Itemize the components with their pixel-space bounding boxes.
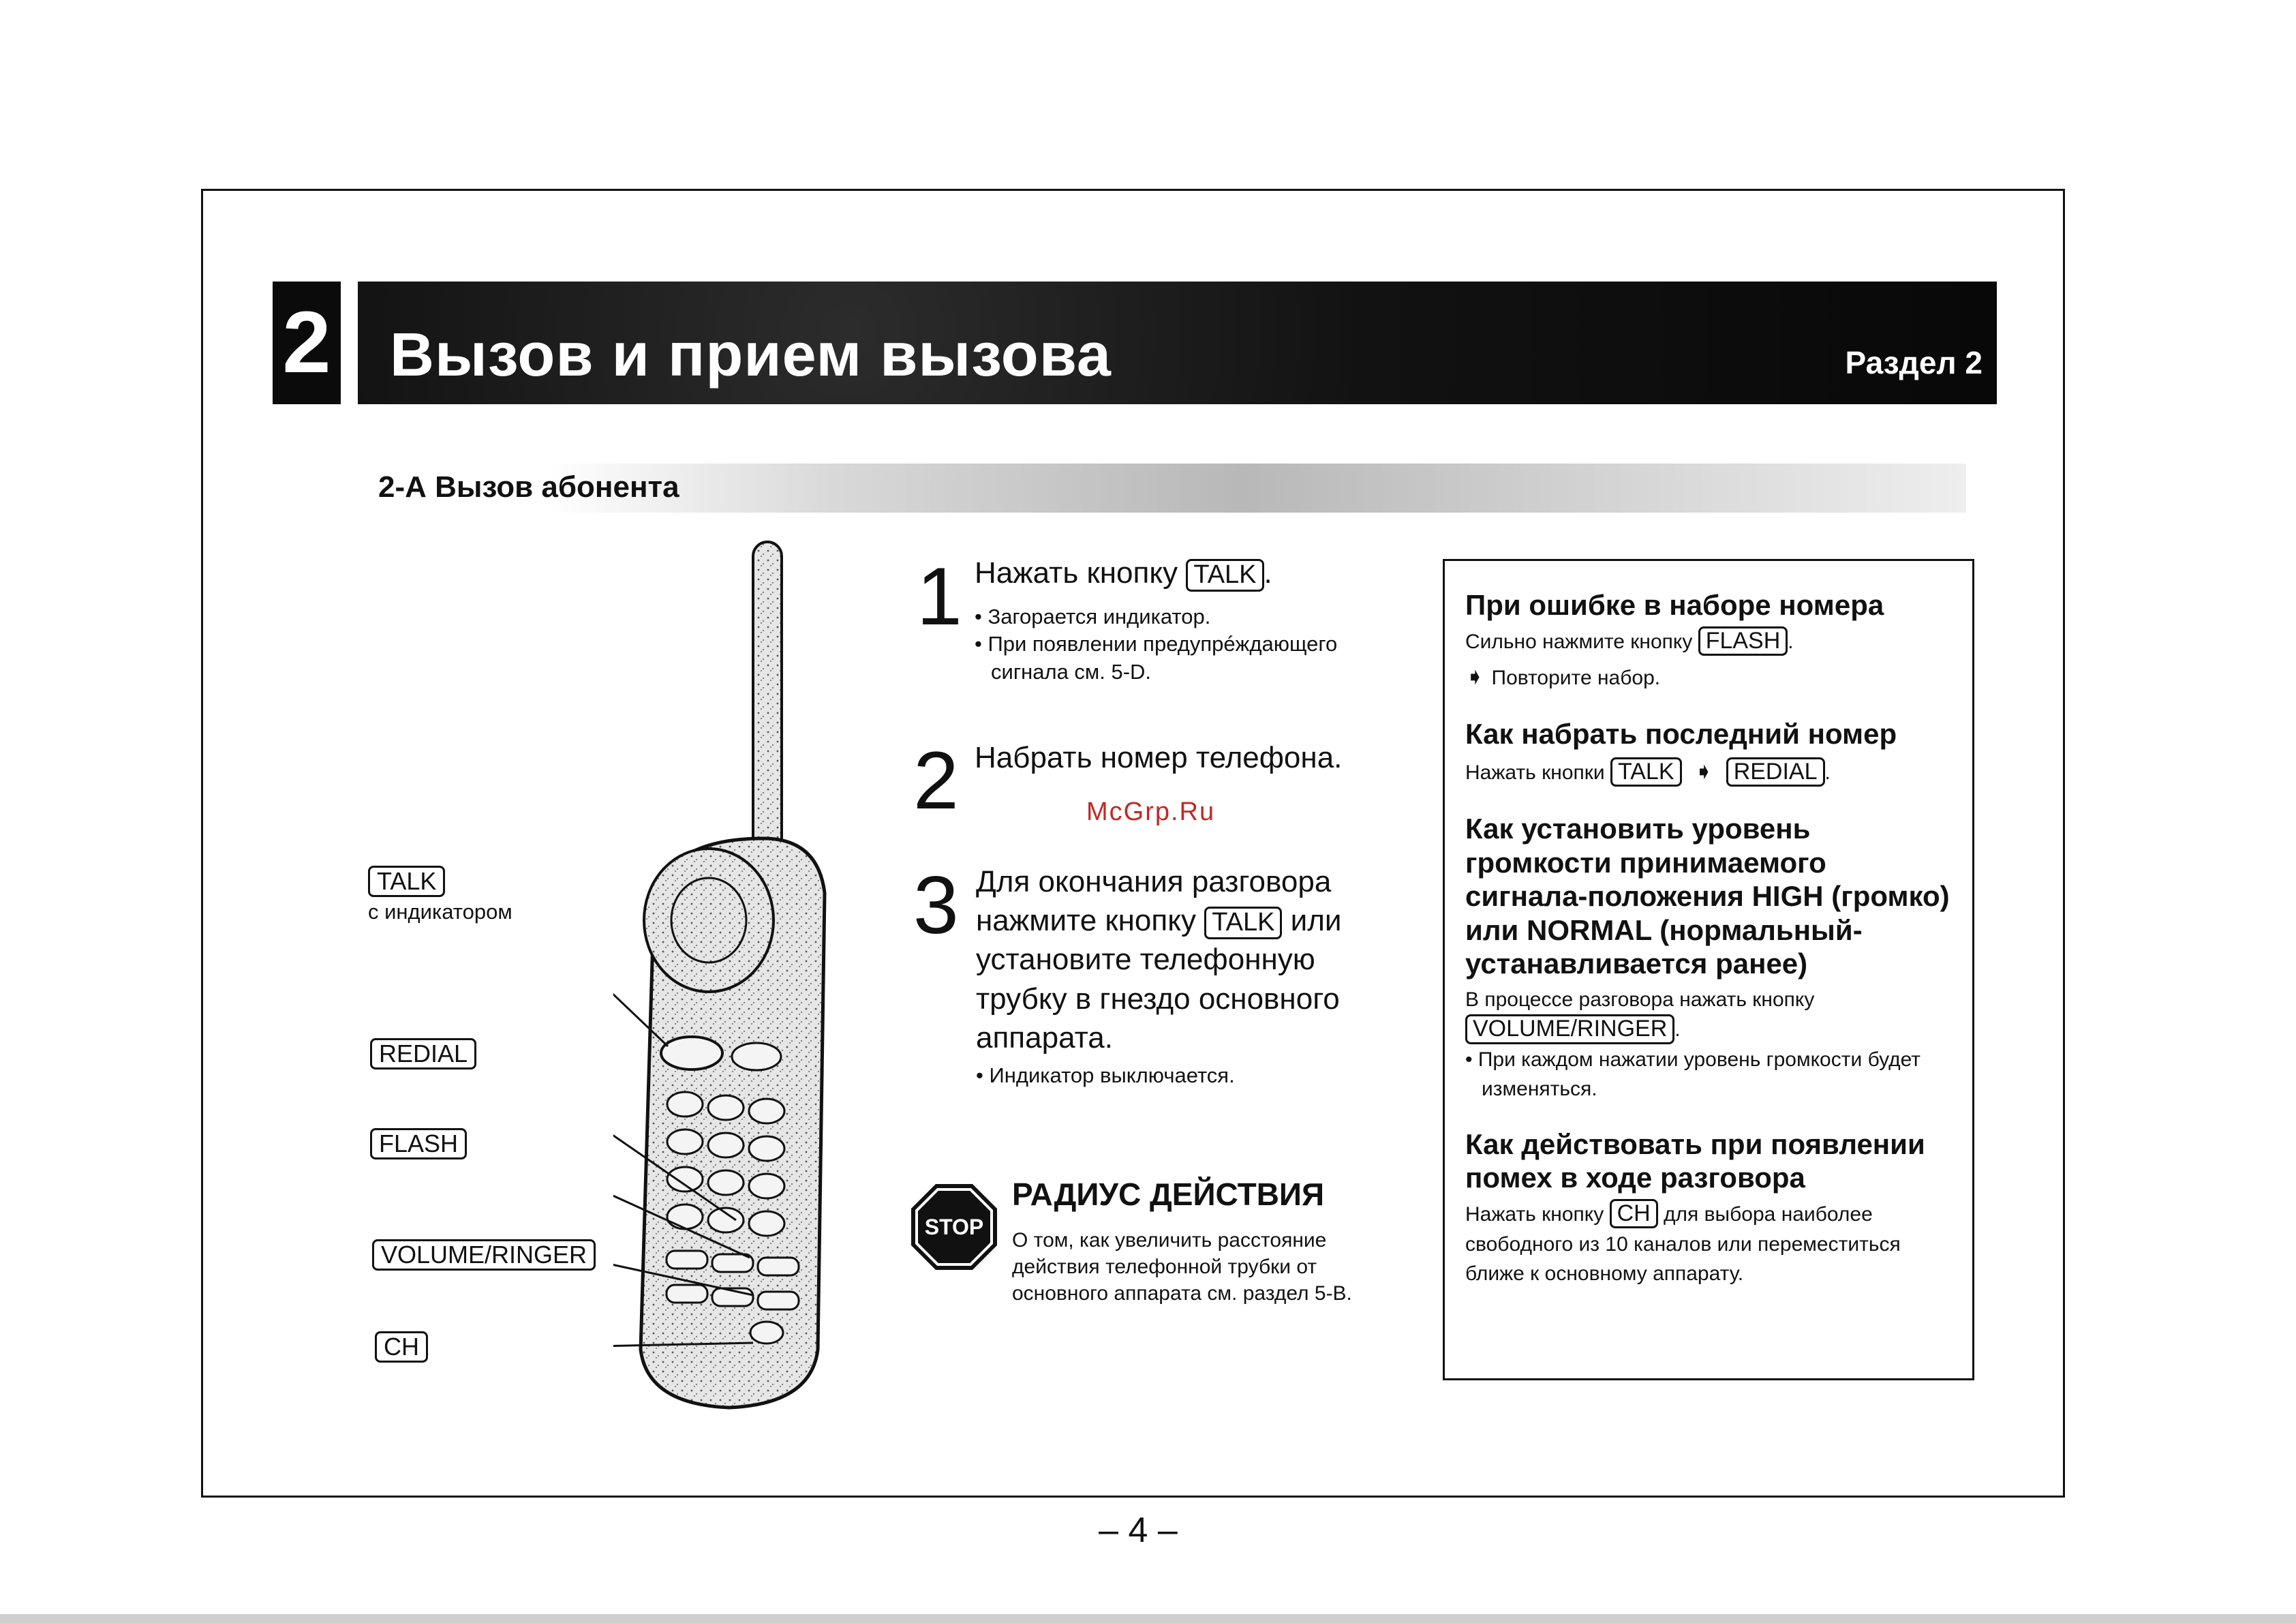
subsection-title: 2-А Вызов абонента	[378, 470, 679, 504]
redial-key-label: REDIAL	[370, 1038, 476, 1070]
page-title: Вызов и прием вызова	[390, 321, 1112, 389]
noise-text: Нажать кнопку CH для выбора наиболее свободного из 10 каналов или переместиться ближе к основному аппарату.	[1465, 1200, 1901, 1286]
talk-key: TALK	[1186, 559, 1264, 592]
flash-key: FLASH	[1698, 626, 1788, 656]
step-3-text: Для окончания разговора нажмите кнопку TALK или установите телефонную трубку в гнездо основного аппарата.	[976, 865, 1342, 1055]
antenna	[753, 542, 782, 852]
step-3-number: 3	[913, 860, 959, 951]
flash-key-label: FLASH	[370, 1128, 467, 1159]
callout-volume-ringer	[372, 1239, 596, 1271]
arrow-right-icon: ➧	[1694, 758, 1714, 785]
scan-edge	[0, 1614, 2296, 1623]
error-arrow-line: ➧ Повторите набор.	[1465, 661, 1956, 694]
redial-key: REDIAL	[1726, 757, 1825, 787]
step-2-text: Набрать номер телефона.	[975, 741, 1343, 774]
callout-flash	[370, 1128, 467, 1159]
talk-key-label: TALK	[368, 866, 445, 897]
handset-illustration	[613, 539, 845, 1425]
callout-talk	[368, 866, 512, 924]
talk-key: TALK	[1610, 757, 1682, 787]
step-1-bullets	[975, 603, 1411, 686]
section-number-badge: 2	[273, 282, 341, 404]
stop-sign-text: STOP	[924, 1215, 984, 1239]
talk-button	[661, 1037, 722, 1070]
step-1-bullet: • Загорается индикатор.	[975, 603, 1411, 631]
step-1-number: 1	[917, 551, 962, 642]
watermark: McGrp.Ru	[1086, 798, 1216, 826]
error-text: Сильно нажмите кнопку FLASH .	[1465, 626, 1956, 657]
volume-title: Как установить уровень громкости принимаемого сигнала-положения HIGH (громко) или NORMAL (нормальный-устанавливается ранее)	[1465, 813, 1950, 980]
volume-ringer-key-label: VOLUME/RINGER	[372, 1239, 596, 1271]
arrow-right-icon: ➧	[1465, 664, 1485, 691]
ch-key-label: CH	[375, 1331, 428, 1363]
last-number-text: Нажать кнопки TALK ➧ REDIAL .	[1465, 755, 1956, 789]
stop-title: РАДИУС ДЕЙСТВИЯ	[1012, 1177, 1325, 1212]
volume-text: В процессе разговора нажать кнопку VOLUME/RINGER .	[1465, 985, 1956, 1045]
earpiece	[644, 849, 774, 992]
volume-ringer-key: VOLUME/RINGER	[1465, 1014, 1674, 1044]
tips-box	[1443, 559, 1974, 1380]
noise-title: Как действовать при появлении помех в ходе разговора	[1465, 1127, 1925, 1194]
step-3-bullets	[976, 1062, 1385, 1089]
error-title: При ошибке в наборе номера	[1465, 589, 1884, 621]
page-number: – 4 –	[1099, 1511, 1178, 1550]
stop-text: О том, как увеличить расстояние действия телефонной трубки от основного аппарата см. раздел 5-B.	[1012, 1229, 1352, 1305]
step-1-text: Нажать кнопку TALK .	[975, 553, 1411, 592]
callout-redial	[370, 1038, 476, 1070]
step-1-bullet: • При появлении предупрéждающего сигнала см. 5-D.	[975, 631, 1411, 686]
ch-key: CH	[1610, 1199, 1658, 1228]
step-2-number: 2	[913, 735, 959, 826]
section-label: Раздел 2	[1845, 345, 1983, 380]
step-3-bullet: • Индикатор выключается.	[976, 1062, 1385, 1089]
volume-bullet: • При каждом нажатии уровень громкости будет изменяться.	[1465, 1045, 1956, 1104]
stop-sign-icon	[910, 1183, 998, 1271]
last-number-title: Как набрать последний номер	[1465, 718, 1897, 750]
talk-callout-note: с индикатором	[368, 899, 512, 924]
callout-ch	[375, 1331, 428, 1363]
talk-key: TALK	[1204, 907, 1282, 939]
